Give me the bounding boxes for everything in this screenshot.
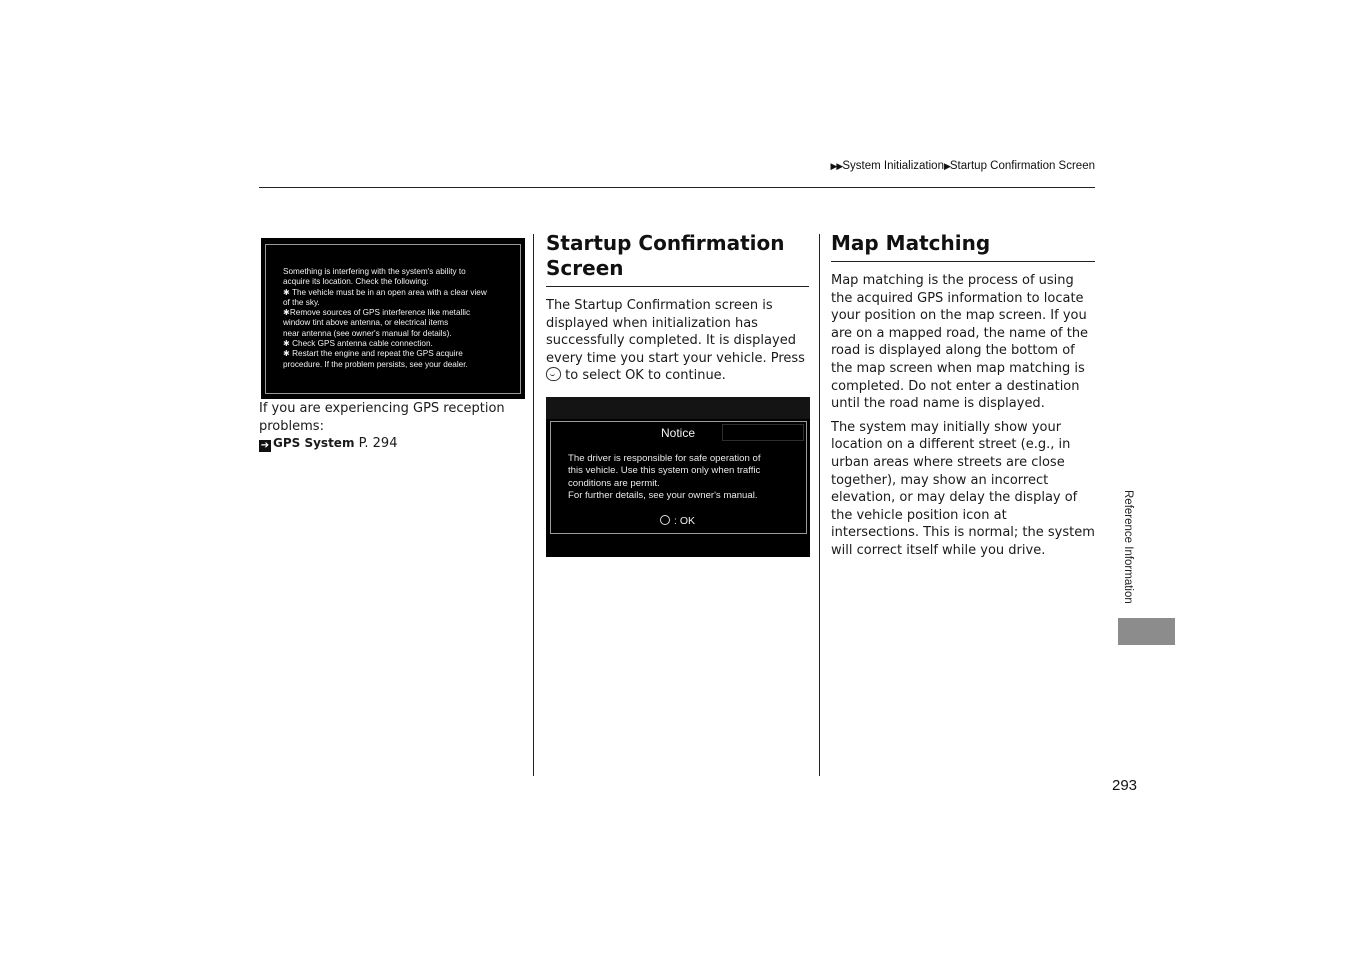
gps-note [259, 400, 524, 452]
gps-warning-line: ✱ Check GPS antenna cable connection. [283, 339, 433, 349]
page-number: 293 [1112, 777, 1138, 794]
startup-heading-rule [546, 286, 809, 287]
gps-warning-line: acquire its location. Check the following: [283, 277, 429, 287]
gps-warning-line: ✱Remove sources of GPS interference like metallic [283, 308, 471, 318]
column-divider [533, 234, 534, 776]
notice-line: For further details, see your owner's manual. [568, 490, 758, 502]
map-matching-body [831, 272, 1095, 566]
section-side-label [1120, 490, 1134, 620]
startup-body [546, 297, 810, 391]
gps-system-crossref-link[interactable] [259, 435, 524, 452]
gps-warning-line: of the sky. [283, 297, 320, 307]
breadcrumb [831, 160, 1096, 172]
dial-press-icon [660, 515, 670, 525]
interface-dial-icon [546, 367, 561, 381]
gps-note-text: If you are experiencing GPS reception problems: [259, 401, 505, 434]
breadcrumb-arrow-icon: ▶▶ [830, 161, 843, 171]
startup-body-text: The Startup Confirmation screen is displayed when initialization has successfully completed. It is displayed every time you start your vehicle. Press [546, 298, 805, 366]
crossref-title: GPS System [273, 436, 355, 450]
startup-heading [546, 231, 808, 281]
gps-warning-line: procedure. If the problem persists, see your dealer. [283, 359, 468, 369]
gps-warning-line: window tint above antenna, or electrical items [283, 318, 449, 328]
map-matching-para: Map matching is the process of using the acquired GPS information to locate your position on the map screen. If you are on a mapped road, the name of the road is displayed along the bottom of the map screen when map matching is completed. Do not enter a destination until the road name is displayed. [831, 273, 1089, 412]
breadcrumb-level1[interactable]: System Initialization [842, 160, 944, 172]
breadcrumb-arrow-icon: ▶ [943, 161, 950, 171]
gps-warning-screenshot [261, 238, 525, 399]
map-matching-heading-rule [831, 261, 1095, 262]
notice-line: conditions are permit. [568, 477, 660, 489]
screen-topbar [546, 397, 810, 419]
gps-warning-line: ✱ Restart the engine and repeat the GPS acquire [283, 349, 463, 359]
breadcrumb-level2: Startup Confirmation Screen [949, 160, 1095, 172]
section-tab-marker [1118, 618, 1175, 645]
notice-screenshot [546, 397, 810, 557]
gps-warning-line: near antenna (see owner's manual for details). [283, 328, 452, 338]
crossref-arrow-icon: ➔ [260, 440, 270, 451]
startup-heading-line2: Screen [546, 256, 624, 280]
gps-warning-line: Something is interfering with the system's ability to [283, 267, 466, 276]
notice-message [568, 453, 798, 503]
startup-body-text: to select [561, 368, 626, 384]
notice-ok-label: : OK [674, 515, 696, 527]
ok-keyword: OK [625, 368, 644, 384]
map-matching-para: The system may initially show your location on a different street (e.g., in urban areas where streets are close together), may show an incorrect elevation, or may delay the display of the vehicle position icon at intersections. This is normal; the system will correct itself while you drive. [831, 419, 1095, 558]
header-rule [259, 187, 1095, 188]
notice-line: this vehicle. Use this system only when traffic [568, 465, 761, 477]
gps-warning-line: ✱ The vehicle must be in an open area with a clear view [283, 287, 487, 297]
gps-warning-message [283, 267, 511, 370]
notice-line: The driver is responsible for safe operation of [568, 453, 761, 464]
notice-ok-button[interactable] [660, 515, 695, 527]
map-matching-heading: Map Matching [831, 231, 991, 255]
startup-heading-line1: Startup Confirmation [546, 231, 785, 255]
crossref-page: P. 294 [354, 436, 398, 451]
startup-body-text: to continue. [643, 368, 726, 384]
column-divider [819, 234, 820, 776]
section-side-label-text: Reference Information [1122, 490, 1134, 604]
notice-title: Notice [660, 426, 695, 440]
